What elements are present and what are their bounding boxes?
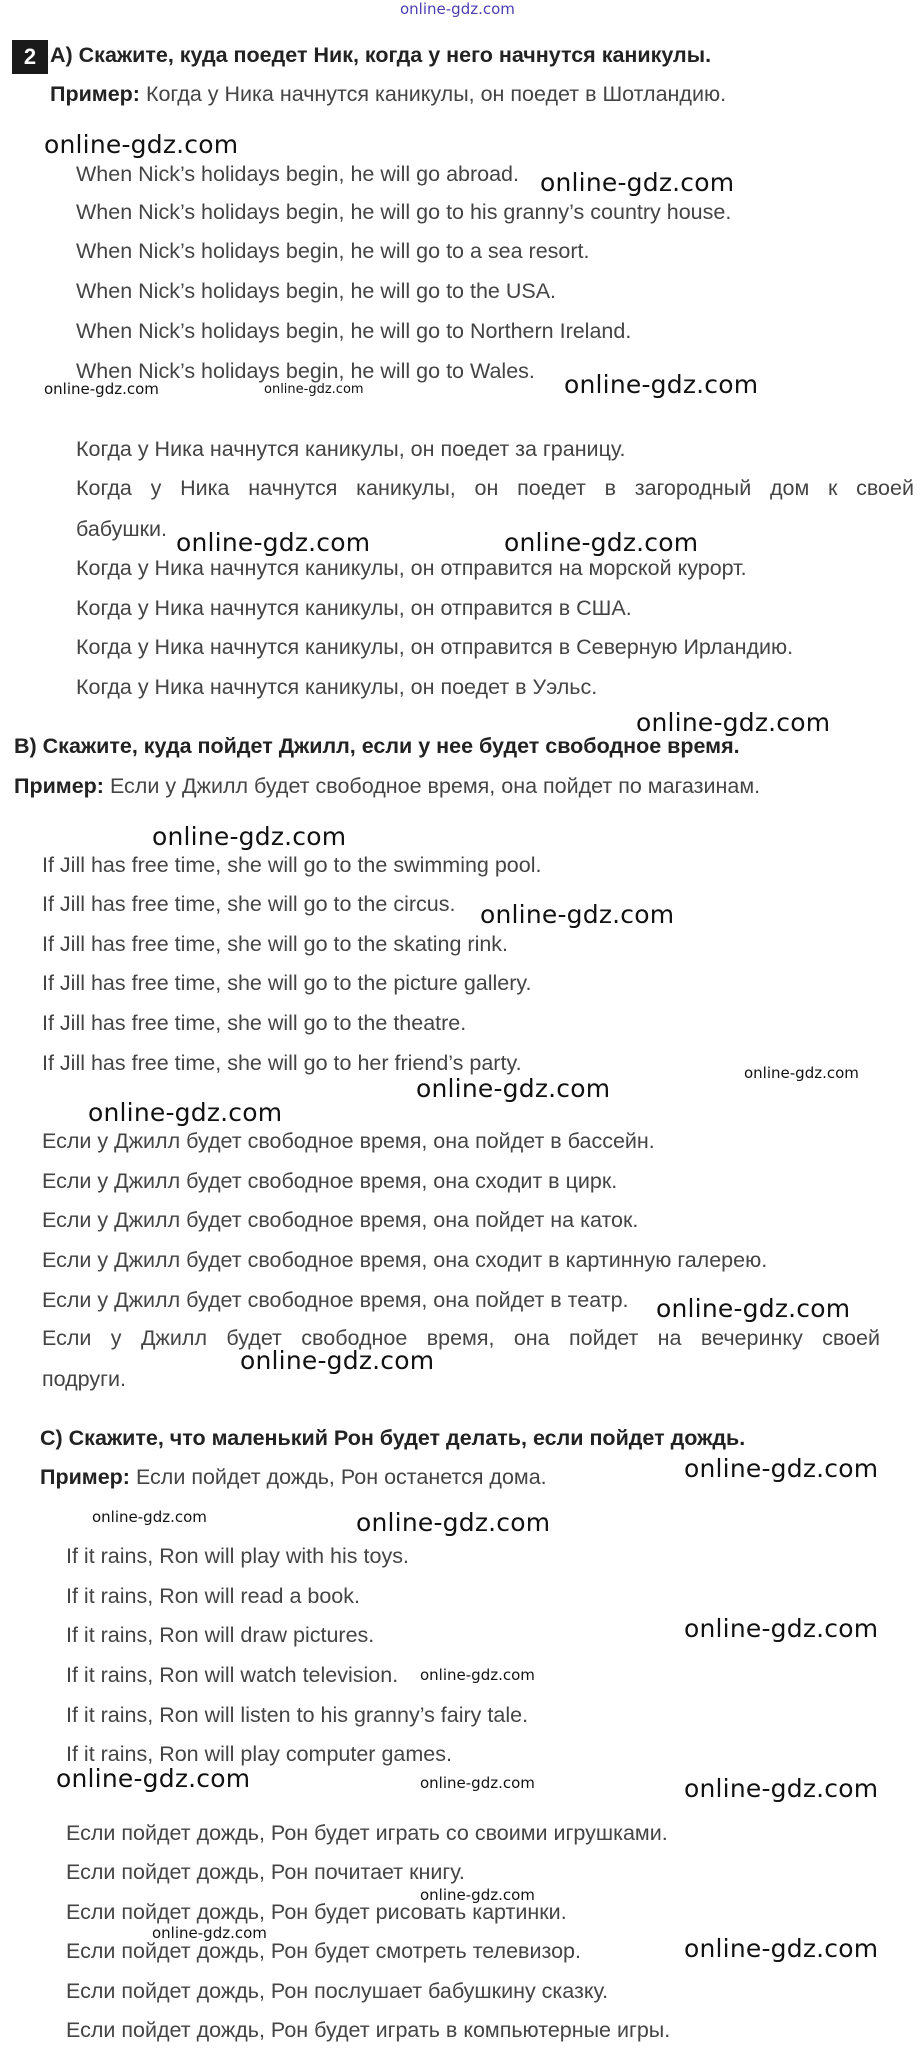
watermark: online-gdz.com	[420, 1666, 535, 1684]
watermark: online-gdz.com	[152, 822, 347, 851]
section-b-english-2: If Jill has free time, she will go to the circus.	[42, 892, 456, 916]
section-c-heading: C) Скажите, что маленький Рон будет делать, если пойдет дождь.	[40, 1426, 746, 1450]
watermark: online-gdz.com	[44, 130, 239, 159]
section-b-russian-3: Если у Джилл будет свободное время, она пойдет на каток.	[42, 1208, 639, 1232]
watermark: online-gdz.com	[264, 382, 364, 397]
watermark: online-gdz.com	[152, 1924, 267, 1942]
section-c-example-label: Пример:	[40, 1465, 130, 1489]
section-a-english-3: When Nick’s holidays begin, he will go to a sea resort.	[76, 239, 590, 263]
watermark: online-gdz.com	[44, 380, 159, 398]
section-b-russian-7: подруги.	[42, 1367, 126, 1391]
section-a-russian-7: Когда у Ника начнутся каникулы, он поедет в Уэльс.	[76, 675, 598, 699]
section-b-example-text: Если у Джилл будет свободное время, она пойдет по магазинам.	[103, 774, 761, 798]
section-b-english-4: If Jill has free time, she will go to the picture gallery.	[42, 971, 532, 995]
watermark: online-gdz.com	[684, 1774, 879, 1803]
watermark: online-gdz.com	[88, 1098, 283, 1127]
watermark: online-gdz.com	[420, 1774, 535, 1792]
section-b-russian-4: Если у Джилл будет свободное время, она сходит в картинную галерею.	[42, 1248, 768, 1272]
watermark: online-gdz.com	[540, 168, 735, 197]
section-a-russian-4: Когда у Ника начнутся каникулы, он отправится на морской курорт.	[76, 556, 747, 580]
watermark: online-gdz.com	[420, 1886, 535, 1904]
section-c-russian-6: Если пойдет дождь, Рон будет играть в компьютерные игры.	[66, 2018, 671, 2042]
section-c-example-text: Если пойдет дождь, Рон останется дома.	[129, 1465, 547, 1489]
watermark: online-gdz.com	[684, 1614, 879, 1643]
watermark: online-gdz.com	[636, 708, 831, 737]
section-a-russian-1: Когда у Ника начнутся каникулы, он поедет за границу.	[76, 437, 626, 461]
section-a-example-label: Пример:	[50, 82, 140, 106]
site-watermark-top: online-gdz.com	[400, 0, 515, 18]
section-b-russian-2: Если у Джилл будет свободное время, она сходит в цирк.	[42, 1169, 618, 1193]
section-a-russian-5: Когда у Ника начнутся каникулы, он отправится в США.	[76, 596, 632, 620]
section-c-english-2: If it rains, Ron will read a book.	[66, 1584, 360, 1608]
watermark: online-gdz.com	[56, 1764, 251, 1793]
watermark: online-gdz.com	[92, 1508, 207, 1526]
section-c-russian-4: Если пойдет дождь, Рон будет смотреть телевизор.	[66, 1939, 581, 1963]
watermark: online-gdz.com	[356, 1508, 551, 1537]
task-number-badge: 2	[12, 40, 48, 74]
section-c-english-3: If it rains, Ron will draw pictures.	[66, 1623, 375, 1647]
section-a-heading: A) Скажите, куда поедет Ник, когда у него начнутся каникулы.	[50, 43, 712, 67]
section-c-russian-3: Если пойдет дождь, Рон будет рисовать картинки.	[66, 1900, 567, 1924]
section-a-english-4: When Nick’s holidays begin, he will go to the USA.	[76, 279, 557, 303]
watermark: online-gdz.com	[684, 1454, 879, 1483]
section-b-russian-5: Если у Джилл будет свободное время, она пойдет в театр.	[42, 1288, 629, 1312]
section-b-english-5: If Jill has free time, she will go to the theatre.	[42, 1011, 467, 1035]
watermark: online-gdz.com	[240, 1346, 435, 1375]
section-b-russian-1: Если у Джилл будет свободное время, она пойдет в бассейн.	[42, 1129, 655, 1153]
section-b-english-6: If Jill has free time, she will go to her friend’s party.	[42, 1051, 522, 1075]
watermark: online-gdz.com	[684, 1934, 879, 1963]
watermark: online-gdz.com	[416, 1074, 611, 1103]
watermark: online-gdz.com	[176, 528, 371, 557]
section-a-example-text: Когда у Ника начнутся каникулы, он поедет в Шотландию.	[139, 82, 727, 106]
section-a-russian-2: Когда у Ника начнутся каникулы, он поедет в загородный дом к своей	[76, 476, 914, 500]
section-b-english-1: If Jill has free time, she will go to the swimming pool.	[42, 853, 542, 877]
section-a-english-2: When Nick’s holidays begin, he will go to his granny’s country house.	[76, 200, 732, 224]
section-b-heading: B) Скажите, куда пойдет Джилл, если у нее будет свободное время.	[14, 734, 740, 758]
section-c-example	[40, 1462, 547, 1492]
section-a-english-5: When Nick’s holidays begin, he will go to Northern Ireland.	[76, 319, 632, 343]
section-c-english-6: If it rains, Ron will play computer games.	[66, 1742, 452, 1766]
section-b-russian-6: Если у Джилл будет свободное время, она пойдет на вечеринку своей	[42, 1326, 880, 1350]
section-b-example	[14, 771, 760, 801]
section-c-english-1: If it rains, Ron will play with his toys.	[66, 1544, 409, 1568]
section-a-example	[50, 79, 726, 109]
section-c-russian-5: Если пойдет дождь, Рон послушает бабушкину сказку.	[66, 1979, 609, 2003]
watermark: online-gdz.com	[744, 1064, 859, 1082]
section-b-example-label: Пример:	[14, 774, 104, 798]
section-c-english-4: If it rains, Ron will watch television.	[66, 1663, 399, 1687]
section-a-english-1: When Nick’s holidays begin, he will go abroad.	[76, 162, 519, 186]
section-a-english-6: When Nick’s holidays begin, he will go to Wales.	[76, 359, 535, 383]
section-b-english-3: If Jill has free time, she will go to the skating rink.	[42, 932, 509, 956]
watermark: online-gdz.com	[564, 370, 759, 399]
watermark: online-gdz.com	[656, 1294, 851, 1323]
watermark: online-gdz.com	[504, 528, 699, 557]
section-a-russian-6: Когда у Ника начнутся каникулы, он отправится в Северную Ирландию.	[76, 635, 794, 659]
section-c-russian-1: Если пойдет дождь, Рон будет играть со своими игрушками.	[66, 1821, 668, 1845]
section-c-english-5: If it rains, Ron will listen to his granny’s fairy tale.	[66, 1703, 529, 1727]
section-a-russian-3: бабушки.	[76, 517, 168, 541]
watermark: online-gdz.com	[480, 900, 675, 929]
section-c-russian-2: Если пойдет дождь, Рон почитает книгу.	[66, 1860, 465, 1884]
